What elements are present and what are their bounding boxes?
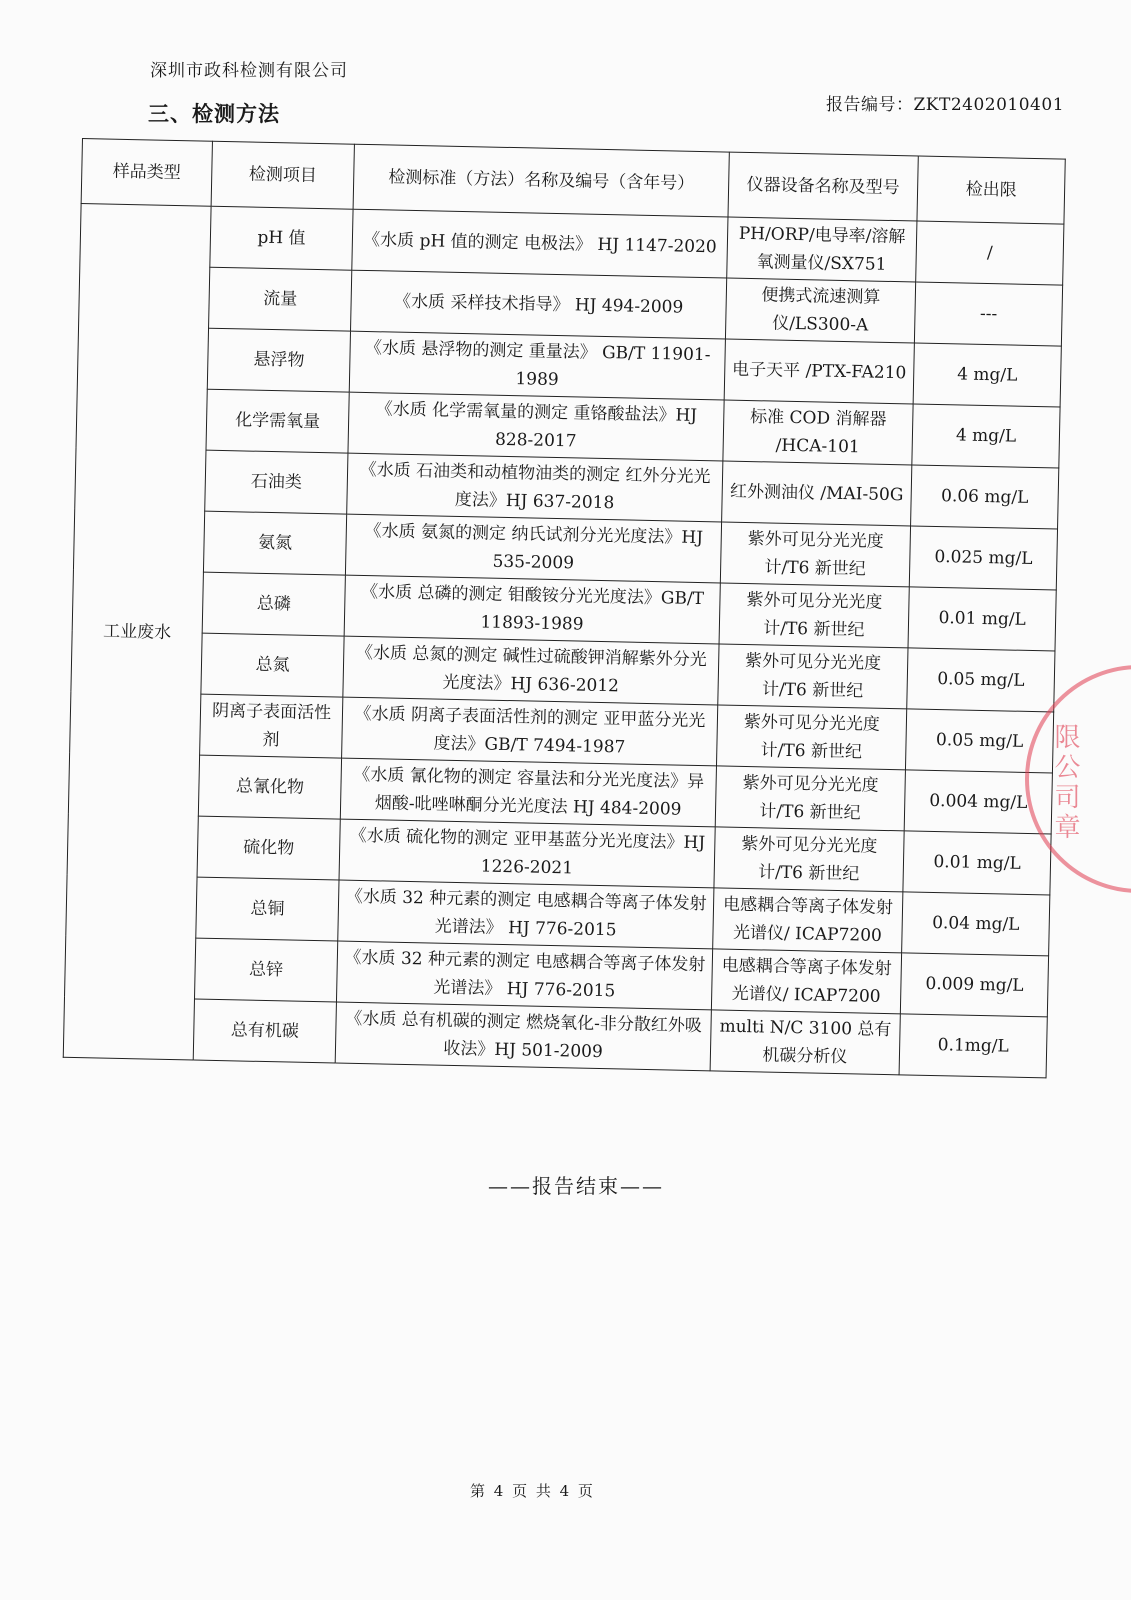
standard-cell: 《水质 氨氮的测定 纳氏试剂分光光度法》HJ 535-2009 [346,514,722,583]
item-cell: 总氮 [201,633,345,697]
standard-cell: 《水质 pH 值的测定 电极法》 HJ 1147-2020 [352,209,728,278]
item-cell: 总有机碳 [193,999,337,1063]
standard-cell: 《水质 阴离子表面活性剂的测定 亚甲蓝分光光度法》GB/T 7494-1987 [342,697,718,766]
table-body [63,203,1064,1077]
limit-cell: 0.05 mg/L [907,648,1055,712]
instrument-cell: 便携式流速测算仪/LS300-A [725,278,916,343]
item-cell: 总氰化物 [198,755,342,819]
standard-cell: 《水质 悬浮物的测定 重量法》 GB/T 11901-1989 [350,331,726,400]
col-header-sample-type: 样品类型 [81,139,212,207]
standard-cell: 《水质 总氮的测定 碱性过硫酸钾消解紫外分光光度法》HJ 636-2012 [343,636,719,705]
instrument-cell: 电感耦合等离子体发射光谱仪/ ICAP7200 [711,949,902,1014]
limit-cell: 0.004 mg/L [904,770,1052,834]
limit-cell: 0.05 mg/L [906,709,1054,773]
item-cell: 氨氮 [203,511,347,575]
methods-table [63,138,1066,1078]
instrument-cell: 紫外可见分光光度计/T6 新世纪 [716,705,907,770]
instrument-cell: multi N/C 3100 总有机碳分析仪 [710,1010,901,1075]
item-cell: 阴离子表面活性剂 [199,694,343,758]
standard-cell: 《水质 总磷的测定 钼酸铵分光光度法》GB/T 11893-1989 [344,575,720,644]
limit-cell: 0.009 mg/L [900,953,1048,1017]
standard-cell: 《水质 石油类和动植物油类的测定 红外分光光度法》HJ 637-2018 [347,453,723,522]
col-header-limit: 检出限 [917,156,1065,224]
page-number: 第 4 页 共 4 页 [470,1482,595,1500]
limit-cell: / [916,221,1064,285]
item-cell: pH 值 [210,206,354,270]
instrument-cell: 紫外可见分光光度计/T6 新世纪 [714,827,905,892]
item-cell: 悬浮物 [207,328,351,392]
standard-cell: 《水质 32 种元素的测定 电感耦合等离子体发射光谱法》 HJ 776-2015 [337,941,713,1010]
sample-type-cell: 工业废水 [63,203,211,1060]
limit-cell: 0.06 mg/L [911,465,1059,529]
company-name: 深圳市政科检测有限公司 [150,61,348,81]
instrument-cell: 紫外可见分光光度计/T6 新世纪 [715,766,906,831]
limit-cell: 4 mg/L [913,343,1061,407]
item-cell: 总磷 [202,572,346,636]
report-end-mark: ——报告结束—— [488,1174,664,1198]
methods-table-wrapper [63,138,1066,1078]
standard-cell: 《水质 化学需氧量的测定 重铬酸盐法》HJ 828-2017 [348,392,724,461]
section-title: 三、检测方法 [148,101,280,126]
standard-cell: 《水质 32 种元素的测定 电感耦合等离子体发射光谱法》 HJ 776-2015 [338,880,714,949]
item-cell: 化学需氧量 [206,389,350,453]
standard-cell: 《水质 采样技术指导》 HJ 494-2009 [351,270,727,339]
item-cell: 总锌 [194,938,338,1002]
standard-cell: 《水质 氰化物的测定 容量法和分光光度法》异烟酸-吡唑啉酮分光光度法 HJ 484-2009 [341,758,717,827]
item-cell: 石油类 [204,450,348,514]
col-header-standard: 检测标准（方法）名称及编号（含年号） [353,144,729,217]
instrument-cell: 电感耦合等离子体发射光谱仪/ ICAP7200 [712,888,903,953]
report-number: 报告编号：ZKT2402010401 [826,95,1065,115]
col-header-instrument: 仪器设备名称及型号 [728,152,919,221]
instrument-cell: 标准 COD 消解器 /HCA-101 [723,400,914,465]
col-header-item: 检测项目 [211,141,355,209]
limit-cell: --- [915,282,1063,346]
limit-cell: 0.1mg/L [899,1014,1047,1078]
instrument-cell: PH/ORP/电导率/溶解氧测量仪/SX751 [727,217,918,282]
limit-cell: 0.04 mg/L [902,892,1050,956]
limit-cell: 0.025 mg/L [909,526,1057,590]
instrument-cell: 红外测油仪 /MAI-50G [721,461,912,526]
limit-cell: 0.01 mg/L [903,831,1051,895]
item-cell: 流量 [208,267,352,331]
stamp-text: 限公司章 [1050,723,1080,843]
item-cell: 总铜 [196,877,340,941]
standard-cell: 《水质 总有机碳的测定 燃烧氧化-非分散红外吸收法》HJ 501-2009 [336,1002,712,1071]
standard-cell: 《水质 硫化物的测定 亚甲基蓝分光光度法》HJ 1226-2021 [339,819,715,888]
instrument-cell: 紫外可见分光光度计/T6 新世纪 [719,583,910,648]
instrument-cell: 紫外可见分光光度计/T6 新世纪 [718,644,909,709]
instrument-cell: 电子天平 /PTX-FA210 [724,339,915,404]
item-cell: 硫化物 [197,816,341,880]
instrument-cell: 紫外可见分光光度计/T6 新世纪 [720,522,911,587]
limit-cell: 0.01 mg/L [908,587,1056,651]
limit-cell: 4 mg/L [912,404,1060,468]
